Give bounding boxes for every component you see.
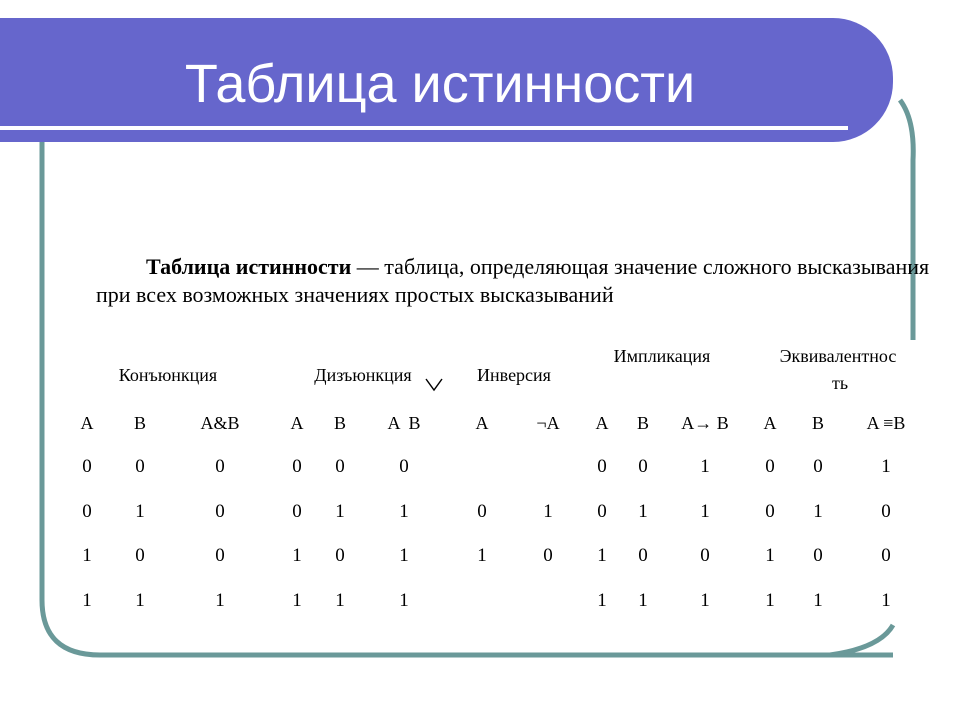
table-cell: 1 (135, 501, 145, 522)
table-cell: 1 (638, 501, 648, 522)
table-cell: 1 (82, 545, 92, 566)
column-header: A (475, 413, 489, 433)
table-cell: 1 (765, 590, 775, 611)
column-header: A (80, 413, 94, 433)
group-header-disjunction: Дизъюнкция (314, 365, 412, 385)
table-cell: 0 (638, 456, 648, 477)
table-cell: 0 (215, 456, 225, 477)
table-cell: 1 (813, 501, 823, 522)
table-cell: 1 (597, 545, 607, 566)
table-cell: 0 (881, 545, 891, 566)
column-header: A (763, 413, 777, 433)
group-header-inversion: Инверсия (477, 365, 551, 385)
table-cell: 0 (881, 501, 891, 522)
column-header: B (811, 413, 825, 433)
definition-paragraph (96, 253, 941, 309)
table-cell: 0 (597, 501, 607, 522)
definition-term: Таблица истинности (146, 254, 352, 279)
table-cell: 0 (543, 545, 553, 566)
definition-text: — таблица, определяющая значение сложного высказывания при всех возможных значениях простых высказываний (96, 254, 930, 307)
table-cell: 0 (765, 501, 775, 522)
column-header: B (636, 413, 650, 433)
title-underline (0, 126, 848, 130)
table-cell: 1 (135, 590, 145, 611)
table-cell: 0 (335, 545, 345, 566)
column-header: A (595, 413, 609, 433)
group-header-equivalence: Эквивалентнос (779, 346, 897, 366)
table-cell: 0 (82, 456, 92, 477)
column-header: A B (387, 413, 421, 433)
column-header: A ≡B (866, 413, 906, 433)
table-cell: 1 (881, 456, 891, 477)
column-header: A (290, 413, 304, 433)
table-cell: 1 (477, 545, 487, 566)
table-cell: 0 (638, 545, 648, 566)
table-cell: 1 (543, 501, 553, 522)
table-cell: 0 (477, 501, 487, 522)
column-header: B (333, 413, 347, 433)
group-header-implication: Импликация (613, 346, 711, 366)
table-cell: 1 (765, 545, 775, 566)
table-cell: 0 (765, 456, 775, 477)
table-cell: 0 (813, 545, 823, 566)
table-cell: 1 (399, 590, 409, 611)
table-cell: 0 (597, 456, 607, 477)
table-cell: 1 (813, 590, 823, 611)
disjunction-symbol-icon (425, 378, 443, 392)
slide-title: Таблица истинности (184, 54, 696, 114)
table-cell: 0 (399, 456, 409, 477)
column-header: A&B (200, 413, 240, 433)
table-cell: 1 (215, 590, 225, 611)
table-cell: 1 (399, 501, 409, 522)
column-header: A→ B (681, 413, 729, 433)
group-header-equivalence-wrap: ть (831, 373, 849, 393)
table-cell: 1 (335, 501, 345, 522)
table-cell: 0 (135, 456, 145, 477)
group-header-conjunction: Конъюнкция (118, 365, 218, 385)
table-cell: 1 (82, 590, 92, 611)
table-cell: 1 (597, 590, 607, 611)
table-cell: 0 (335, 456, 345, 477)
table-cell: 1 (399, 545, 409, 566)
table-cell: 0 (813, 456, 823, 477)
table-cell: 1 (292, 590, 302, 611)
table-cell: 0 (215, 545, 225, 566)
table-cell: 0 (292, 456, 302, 477)
table-cell: 1 (292, 545, 302, 566)
table-cell: 0 (82, 501, 92, 522)
table-cell: 1 (638, 590, 648, 611)
column-header: B (133, 413, 147, 433)
table-cell: 0 (292, 501, 302, 522)
table-cell: 1 (700, 590, 710, 611)
column-header: ¬A (536, 413, 560, 433)
table-cell: 1 (335, 590, 345, 611)
table-cell: 0 (700, 545, 710, 566)
table-cell: 1 (700, 456, 710, 477)
table-cell: 0 (215, 501, 225, 522)
table-cell: 1 (700, 501, 710, 522)
table-cell: 1 (881, 590, 891, 611)
table-cell: 0 (135, 545, 145, 566)
